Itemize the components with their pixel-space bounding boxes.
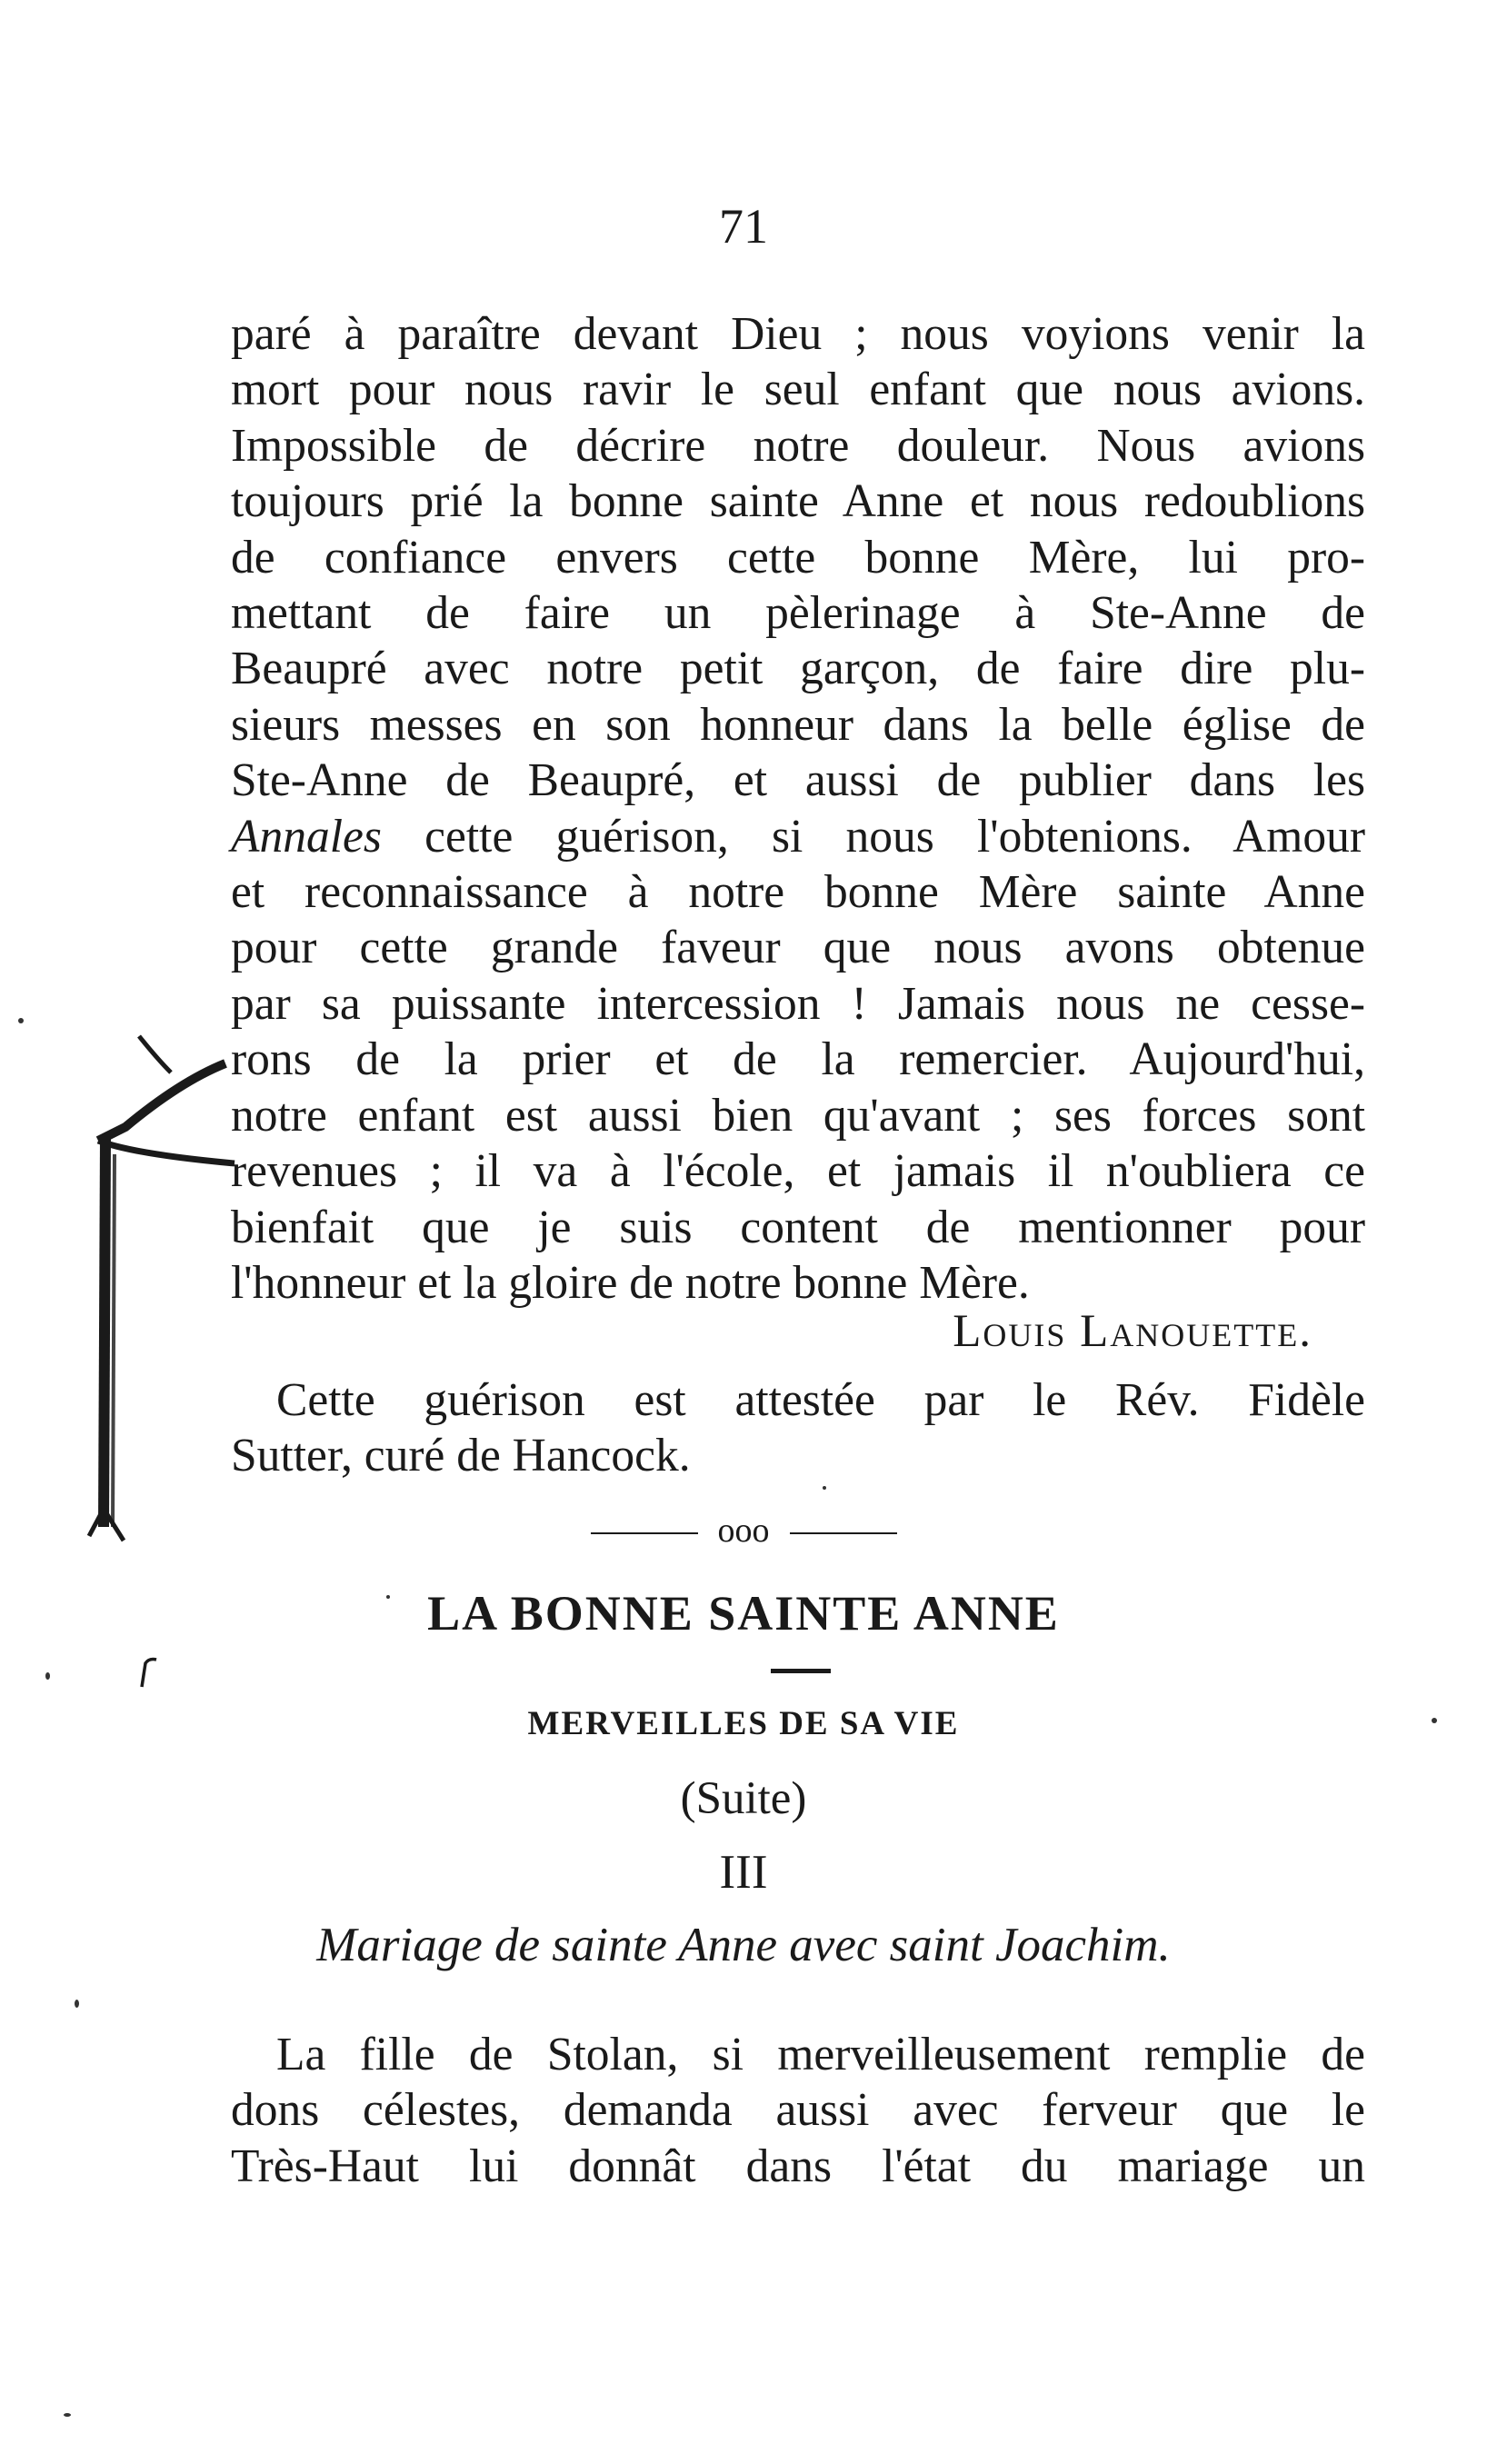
handwritten-bracket-mark [71,1018,253,1581]
speck-mark [386,1595,390,1599]
speck-mark [64,2413,71,2417]
title-rule [771,1669,831,1673]
text-line: pour cette grande faveur que nous avons obtenue [231,922,1365,974]
article-subtitle: MERVEILLES DE SA VIE [527,1705,960,1742]
article-body-paragraph [231,2027,1365,2194]
text-line: notre enfant est aussi bien qu'avant ; ses forces sont [231,1089,1365,1142]
text-line: revenues ; il va à l'école, et jamais il n'oubliera ce [231,1145,1365,1198]
text-line: de confiance envers cette bonne Mère, lui pro- [231,531,1365,584]
page-number: 71 [719,199,768,254]
handwritten-mark-small [135,1654,162,1691]
text-line: Impossible de décrire notre douleur. Nous avions [231,419,1365,472]
speck-mark [45,1672,50,1680]
text-line-with-italic [231,809,1365,864]
text-line: mettant de faire un pèlerinage à Ste-Anne de [231,587,1365,640]
speck-mark [75,2000,79,2008]
text-line: dons célestes, demanda aussi avec ferveur que le [231,2084,1365,2137]
text-line: rons de la prier et de la remercier. Aujourd'hui, [231,1033,1365,1086]
chapter-title: Mariage de sainte Anne avec saint Joachim. [316,1919,1171,1971]
text-line: Ste-Anne de Beaupré, et aussi de publier dans les [231,754,1365,807]
speck-mark [18,1018,24,1023]
text-line: l'honneur et la gloire de notre bonne Mère. [231,1256,1030,1309]
separator-dash-right [790,1532,897,1534]
text-line: toujours prié la bonne sainte Anne et nous redoublions [231,475,1365,528]
testimony-paragraph [231,306,1365,1311]
speck-mark [823,1486,826,1490]
text-line: sieurs messes en son honneur dans la belle église de [231,698,1365,751]
text-line: Beaupré avec notre petit garçon, de faire dire plu- [231,643,1365,695]
speck-mark [1432,1718,1437,1723]
text-line-rest: cette guérison, si nous l'obtenions. Amour [424,810,1365,863]
attestation-paragraph [231,1372,1365,1484]
text-line: mort pour nous ravir le seul enfant que nous avions. [231,364,1365,416]
signature: Louis Lanouette. [953,1306,1312,1357]
text-line: Sutter, curé de Hancock. [231,1430,691,1482]
chapter-number: III [719,1846,768,1899]
text-line: Très-Haut lui donnât dans l'état du mariage un [231,2140,1365,2192]
text-line: et reconnaissance à notre bonne Mère sainte Anne [231,866,1365,919]
article-title: LA BONNE SAINTE ANNE [427,1586,1060,1641]
text-line: Cette guérison est attestée par le Rév. Fidèle [276,1374,1365,1426]
separator-dash-left [591,1532,698,1534]
text-line: La fille de Stolan, si merveilleusement remplie de [276,2029,1365,2080]
text-line: paré à paraître devant Dieu ; nous voyions venir la [231,308,1365,360]
continuation-label: (Suite) [680,1773,807,1824]
text-line: bienfait que je suis content de mentionner pour [231,1201,1365,1253]
text-line: par sa puissante intercession ! Jamais nous ne cesse- [231,977,1365,1030]
italic-title-annales: Annales [231,810,382,863]
separator-label: ooo [717,1511,770,1550]
